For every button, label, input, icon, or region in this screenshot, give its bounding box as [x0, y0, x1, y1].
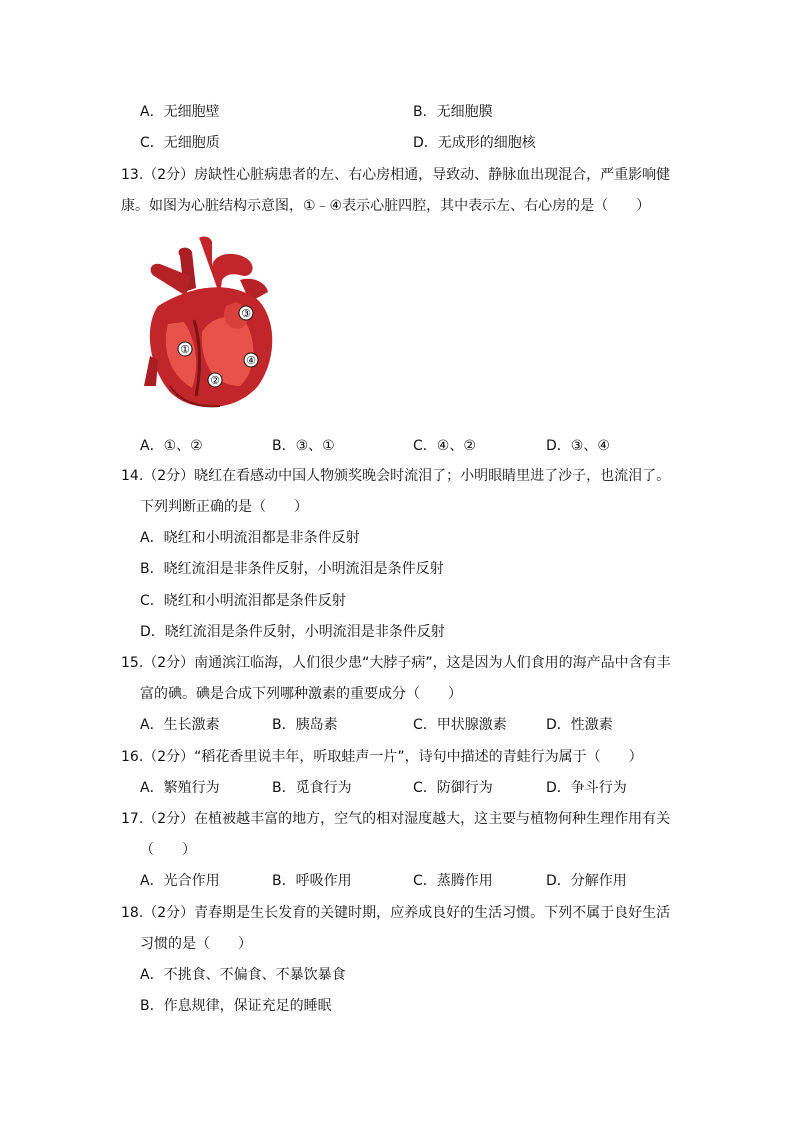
q13-option-b: B．③、① — [272, 438, 335, 454]
q12-option-d: D．无成形的细胞核 — [413, 135, 536, 151]
q17-option-a: A．光合作用 — [140, 873, 220, 889]
q14-option-b: B．晓红流泪是非条件反射，小明流泪是条件反射 — [140, 561, 444, 577]
heart-label-1: ① — [180, 343, 190, 356]
q15-stem-line1: 15.（2分）南通滨江临海，人们很少患“大脖子病”，这是因为人们食用的海产品中含有丰 — [121, 655, 671, 671]
heart-label-2: ② — [210, 374, 220, 387]
q12-option-b: B．无细胞膜 — [413, 104, 493, 120]
q15-option-b: B．胰岛素 — [272, 717, 338, 733]
q15-option-d: D．性激素 — [546, 717, 613, 733]
q16-stem-line1: 16.（2分）“稻花香里说丰年，听取蛙声一片”，诗句中描述的青蛙行为属于（ ） — [121, 749, 643, 765]
q13-stem-line2: 康。如图为心脏结构示意图，①﹣④表示心脏四腔，其中表示左、右心房的是（ ） — [121, 198, 651, 214]
q14-option-a: A．晓红和小明流泪都是非条件反射 — [140, 530, 360, 546]
heart-label-3: ③ — [241, 307, 251, 320]
q14-option-d: D．晓红流泪是条件反射，小明流泪是非条件反射 — [140, 624, 445, 640]
heart-diagram-icon — [140, 236, 280, 416]
q12-option-a: A．无细胞壁 — [140, 104, 220, 120]
q18-stem-line1: 18.（2分）青春期是生长发育的关键时期，应养成良好的生活习惯。下列不属于良好生活 — [121, 905, 671, 921]
q17-stem-line2: （ ） — [140, 842, 196, 858]
q16-option-d: D．争斗行为 — [546, 780, 627, 796]
q15-option-c: C．甲状腺激素 — [413, 717, 507, 733]
q15-option-a: A．生长激素 — [140, 717, 220, 733]
q16-option-b: B．觅食行为 — [272, 780, 352, 796]
q16-option-a: A．繁殖行为 — [140, 780, 220, 796]
q13-option-c: C．④、② — [413, 438, 476, 454]
q14-stem-line1: 14.（2分）晓红在看感动中国人物颁奖晚会时流泪了；小明眼睛里进了沙子，也流泪了。 — [121, 468, 671, 484]
heart-label-4: ④ — [246, 354, 256, 367]
q14-stem-line2: 下列判断正确的是（ ） — [140, 499, 308, 515]
q16-option-c: C．防御行为 — [413, 780, 493, 796]
q15-stem-line2: 富的碘。碘是合成下列哪种激素的重要成分（ ） — [140, 686, 462, 702]
q17-stem-line1: 17.（2分）在植被越丰富的地方，空气的相对湿度越大，这主要与植物何种生理作用有关 — [121, 811, 671, 827]
q13-option-a: A．①、② — [140, 438, 203, 454]
q18-option-a: A．不挑食、不偏食、不暴饮暴食 — [140, 967, 346, 983]
q13-option-d: D．③、④ — [546, 438, 610, 454]
q13-stem-line1: 13.（2分）房缺性心脏病患者的左、右心房相通，导致动、静脉血出现混合，严重影响健 — [121, 167, 671, 183]
q12-option-c: C．无细胞质 — [140, 135, 220, 151]
q18-stem-line2: 习惯的是（ ） — [140, 936, 252, 952]
q17-option-b: B．呼吸作用 — [272, 873, 352, 889]
q18-option-b: B．作息规律，保证充足的睡眠 — [140, 998, 332, 1014]
q17-option-d: D．分解作用 — [546, 873, 627, 889]
q14-option-c: C．晓红和小明流泪都是条件反射 — [140, 593, 346, 609]
q17-option-c: C．蒸腾作用 — [413, 873, 493, 889]
